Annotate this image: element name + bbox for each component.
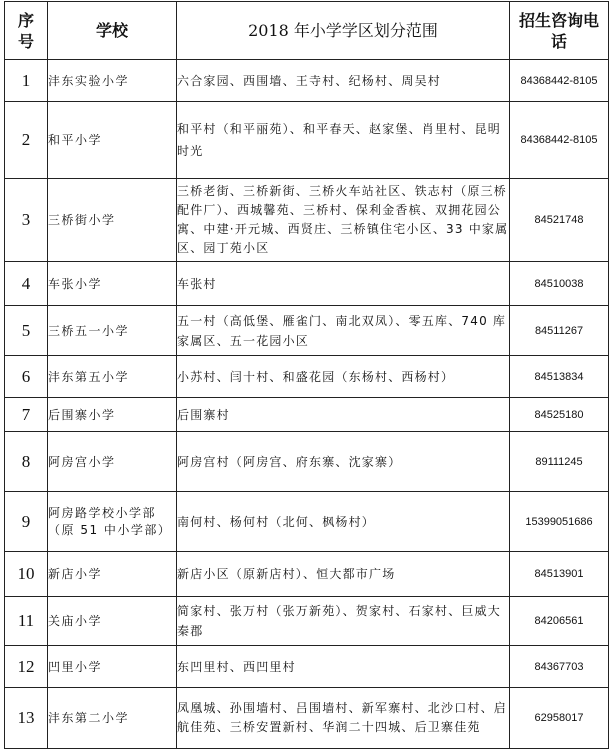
row-area: 阿房宫村（阿房宫、府东寨、沈家寨） bbox=[177, 432, 510, 492]
row-phone: 84521748 bbox=[510, 179, 609, 262]
row-area: 东凹里村、西凹里村 bbox=[177, 646, 510, 688]
row-school: 车张小学 bbox=[48, 262, 177, 306]
row-school: 新店小学 bbox=[48, 552, 177, 597]
table-row bbox=[5, 102, 609, 179]
table-row bbox=[5, 356, 609, 398]
row-no: 7 bbox=[5, 398, 48, 432]
row-area: 小苏村、闫十村、和盛花园（东杨村、西杨村） bbox=[177, 356, 510, 398]
row-no: 13 bbox=[5, 688, 48, 749]
row-phone: 84367703 bbox=[510, 646, 609, 688]
header-area: 2018 年小学学区划分范围 bbox=[177, 2, 510, 60]
header-row bbox=[5, 2, 609, 60]
row-area: 新店小区（原新店村）、恒大都市广场 bbox=[177, 552, 510, 597]
row-area: 六合家园、西围墙、王寺村、纪杨村、周吴村 bbox=[177, 60, 510, 102]
row-phone: 84368442-8105 bbox=[510, 60, 609, 102]
row-no: 6 bbox=[5, 356, 48, 398]
row-school: 沣东实验小学 bbox=[48, 60, 177, 102]
table-row bbox=[5, 306, 609, 356]
table-row bbox=[5, 646, 609, 688]
row-area: 三桥老街、三桥新街、三桥火车站社区、铁志村（原三桥配件厂）、西城馨苑、三桥村、保利金香槟、双拥花园公寓、中建·开元城、西贤庄、三桥镇住宅小区、33 中家属区、园丁苑小区 bbox=[177, 179, 510, 262]
table-row bbox=[5, 688, 609, 749]
row-phone: 84511267 bbox=[510, 306, 609, 356]
row-area: 凤凰城、孙围墙村、吕围墙村、新军寨村、北沙口村、启航佳苑、三桥安置新村、华润二十四城、后卫寨佳苑 bbox=[177, 688, 510, 749]
row-phone: 84525180 bbox=[510, 398, 609, 432]
row-no: 12 bbox=[5, 646, 48, 688]
row-phone: 84513834 bbox=[510, 356, 609, 398]
row-no: 4 bbox=[5, 262, 48, 306]
row-no: 8 bbox=[5, 432, 48, 492]
row-school: 关庙小学 bbox=[48, 597, 177, 646]
row-no: 5 bbox=[5, 306, 48, 356]
row-school: 和平小学 bbox=[48, 102, 177, 179]
row-area: 简家村、张万村（张万新苑）、贺家村、石家村、巨威大秦郡 bbox=[177, 597, 510, 646]
row-area: 五一村（高低堡、雁雀门、南北双凤）、零五库、740 库家属区、五一花园小区 bbox=[177, 306, 510, 356]
row-school: 后围寨小学 bbox=[48, 398, 177, 432]
row-no: 10 bbox=[5, 552, 48, 597]
row-area: 车张村 bbox=[177, 262, 510, 306]
table-row bbox=[5, 597, 609, 646]
row-phone: 62958017 bbox=[510, 688, 609, 749]
table-row bbox=[5, 398, 609, 432]
row-no: 11 bbox=[5, 597, 48, 646]
row-school: 阿房路学校小学部（原 51 中小学部） bbox=[48, 492, 177, 552]
row-phone: 89111245 bbox=[510, 432, 609, 492]
row-phone: 84206561 bbox=[510, 597, 609, 646]
table-row bbox=[5, 179, 609, 262]
row-school: 凹里小学 bbox=[48, 646, 177, 688]
header-school: 学校 bbox=[48, 2, 177, 60]
table-row bbox=[5, 262, 609, 306]
row-area: 后围寨村 bbox=[177, 398, 510, 432]
row-phone: 84368442-8105 bbox=[510, 102, 609, 179]
header-phone: 招生咨询电话 bbox=[510, 2, 609, 60]
school-district-table bbox=[4, 1, 609, 749]
row-area: 和平村（和平丽苑）、和平春天、赵家堡、肖里村、昆明时光 bbox=[177, 102, 510, 179]
table-row bbox=[5, 492, 609, 552]
row-no: 9 bbox=[5, 492, 48, 552]
row-school: 三桥街小学 bbox=[48, 179, 177, 262]
row-no: 3 bbox=[5, 179, 48, 262]
row-no: 1 bbox=[5, 60, 48, 102]
row-school: 沣东第二小学 bbox=[48, 688, 177, 749]
header-no: 序号 bbox=[5, 2, 48, 60]
row-area: 南何村、杨何村（北何、枫杨村） bbox=[177, 492, 510, 552]
row-school: 三桥五一小学 bbox=[48, 306, 177, 356]
table-row bbox=[5, 432, 609, 492]
row-school: 沣东第五小学 bbox=[48, 356, 177, 398]
row-no: 2 bbox=[5, 102, 48, 179]
row-phone: 84513901 bbox=[510, 552, 609, 597]
row-school: 阿房宫小学 bbox=[48, 432, 177, 492]
row-phone: 84510038 bbox=[510, 262, 609, 306]
table-row bbox=[5, 552, 609, 597]
row-phone: 15399051686 bbox=[510, 492, 609, 552]
table-row bbox=[5, 60, 609, 102]
